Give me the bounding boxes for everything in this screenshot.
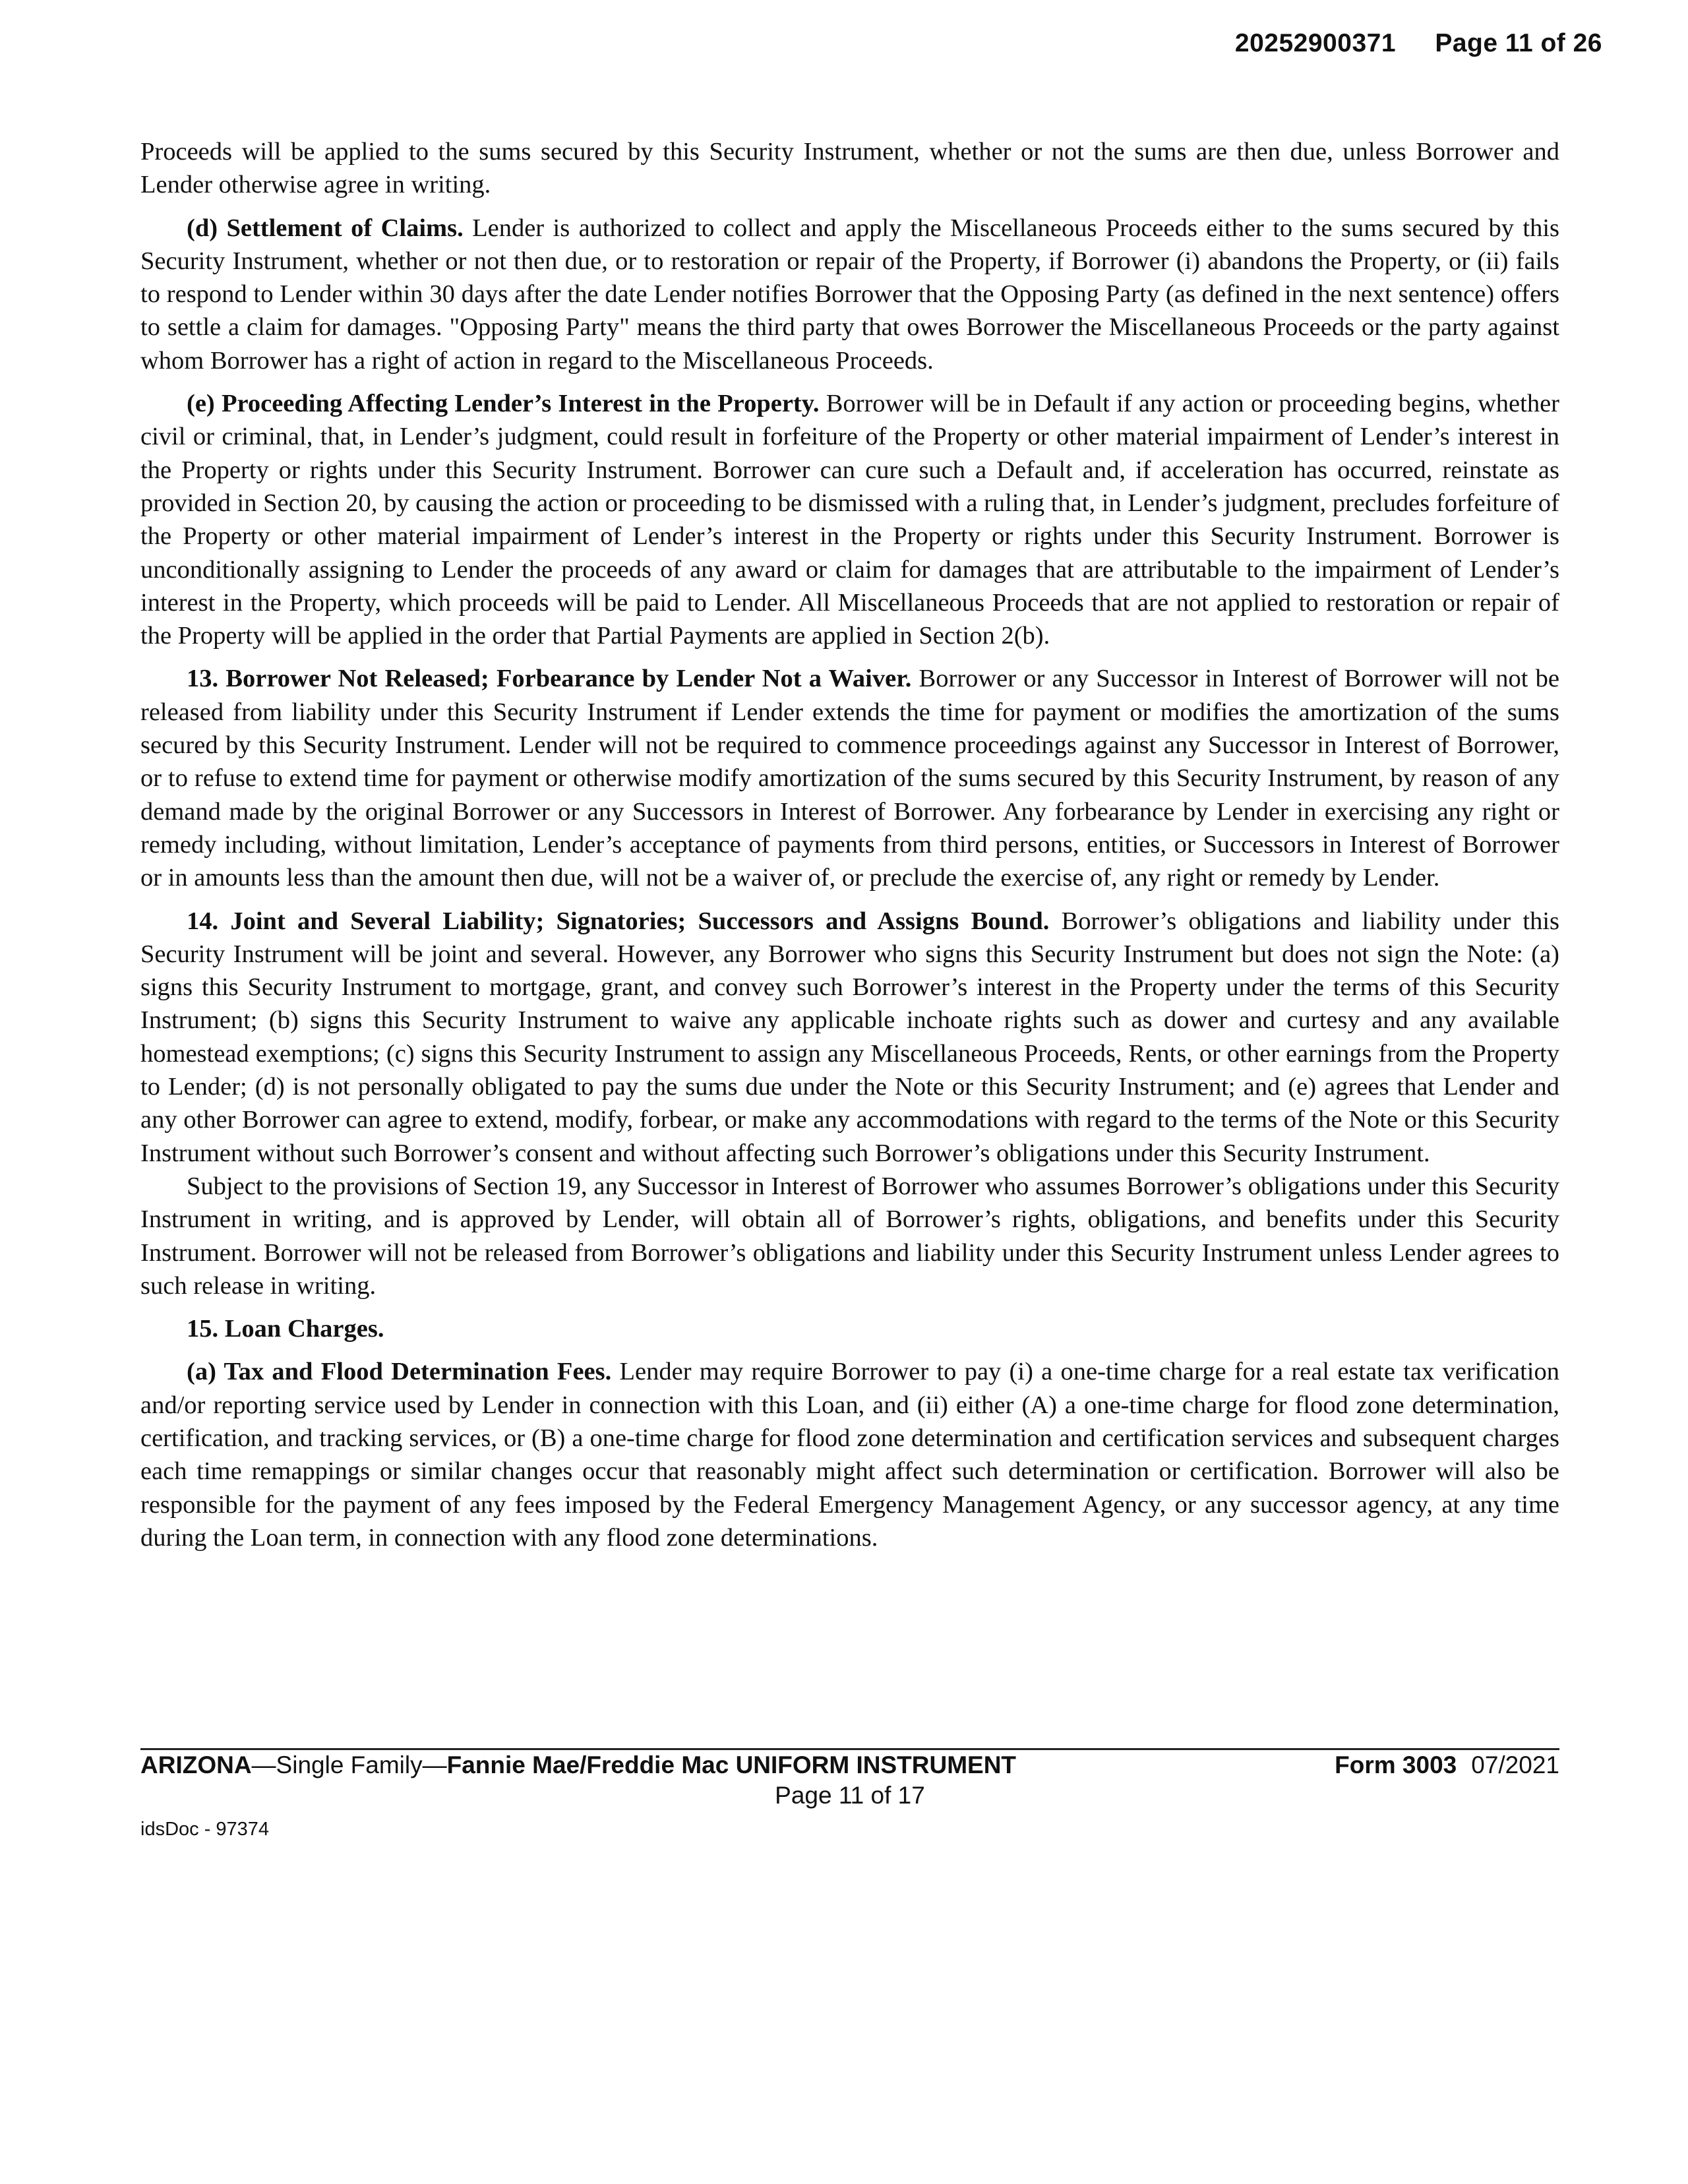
footer-page-number: Page 11 of 17 — [775, 1782, 925, 1809]
recording-header — [1235, 29, 1602, 58]
footer-property-type: —Single Family— — [251, 1751, 447, 1778]
document-body — [140, 135, 1559, 1564]
heading-proceeding-affecting-interest: (e) Proceeding Affecting Lender’s Interest in the Property. — [187, 390, 820, 418]
footer-form-info — [1335, 1751, 1559, 1779]
heading-section-15a: (a) Tax and Flood Determination Fees. — [187, 1358, 612, 1386]
text-section-14: Borrower’s obligations and liability under this Security Instrument will be joint and several. However, any Borrower who signs this Security Instrument but does not sign the Note: (a) signs this Security Instrument to mortgage, grant, and convey such Borrower’s interest in the Property under the terms of this Security Instrument; (b) signs this Security Instrument to waive any applicable inchoate rights such as dower and curtesy and any available homestead exemptions; (c) signs this Security Instrument to assign any Miscellaneous Proceeds, Rents, or other earnings from the Property to Lender; (d) is not personally obligated to pay the sums due under the Note or this Security Instrument; and (e) agrees that Lender and any other Borrower can agree to extend, modify, forbear, or make any accommodations with regard to the terms of the Note or this Security Instrument without such Borrower’s consent and without affecting such Borrower’s obligations under this Security Instrument. — [140, 907, 1560, 1167]
section-14 — [140, 905, 1559, 1170]
heading-section-15: 15. Loan Charges. — [187, 1315, 384, 1343]
footer-doc-id: idsDoc - 97374 — [140, 1819, 270, 1840]
section-15a — [140, 1355, 1559, 1554]
section-15 — [140, 1312, 1559, 1345]
footer-form-title — [140, 1751, 1016, 1779]
text-proceeding-affecting-interest: Borrower will be in Default if any action or proceeding begins, whether civil or criminal, that, in Lender’s judgment, could result in forfeiture of the Property or other material impairment of Lender’s interest in the Property or rights under this Security Instrument. Borrower can cure such a Default and, if acceleration has occurred, reinstate as provided in Section 20, by causing the action or proceeding to be dismissed with a ruling that, in Lender’s judgment, precludes forfeiture of the Property or other material impairment of Lender’s interest in the Property or rights under this Security Instrument. Borrower is unconditionally assigning to Lender the proceeds of any award or claim for damages that are attributable to the impairment of Lender’s interest in the Property, which proceeds will be paid to Lender. All Miscellaneous Proceeds that are not applied to restoration or repair of the Property will be applied in the order that Partial Payments are applied in Section 2(b). — [140, 390, 1559, 650]
footer-divider — [140, 1748, 1559, 1750]
section-13 — [140, 662, 1559, 894]
section-14-continued: Subject to the provisions of Section 19, any Successor in Interest of Borrower who assumes Borrower’s obligations under this Security Instrument in writing, and is approved by Lender, will obtain all of Borrower’s rights, obligations, and benefits under this Security Instrument. Borrower will not be released from Borrower’s obligations and liability under this Security Instrument unless Lender agrees to such release in writing. — [140, 1172, 1559, 1300]
text-section-15a: Lender may require Borrower to pay (i) a one-time charge for a real estate tax verification and/or reporting service used by Lender in connection with this Loan, and (ii) either (A) a one-time charge for flood zone determination, certification, and tracking services, or (B) a one-time charge for flood zone determination and certification services and subsequent charges each time remappings or similar changes occur that reasonably might affect such determination or certification. Borrower will also be responsible for the payment of any fees imposed by the Federal Emergency Management Agency, or any successor agency, at any time during the Loan term, in connection with any flood zone determinations. — [140, 1358, 1559, 1552]
recording-number: 20252900371 — [1234, 29, 1397, 57]
heading-section-13: 13. Borrower Not Released; Forbearance by Lender Not a Waiver. — [187, 665, 912, 693]
paragraph-proceeds-continuation: Proceeds will be applied to the sums secured by this Security Instrument, whether or not the sums are then due, unless Borrower and Lender otherwise agree in writing. — [140, 138, 1559, 199]
footer-form-number: Form 3003 — [1335, 1751, 1457, 1778]
footer-form-date: 07/2021 — [1471, 1751, 1559, 1778]
heading-settlement-of-claims: (d) Settlement of Claims. — [187, 214, 464, 242]
footer-instrument: Fannie Mae/Freddie Mac UNIFORM INSTRUMENT — [446, 1751, 1017, 1778]
paragraph-proceeding-affecting-interest — [140, 387, 1559, 652]
footer-state: ARIZONA — [140, 1751, 252, 1778]
recording-page-number: Page 11 of 26 — [1435, 29, 1602, 57]
text-settlement-of-claims: Lender is authorized to collect and apply the Miscellaneous Proceeds either to the sums secured by this Security Instrument, whether or not then due, or to restoration or repair of the Property, if Borrower (i) abandons the Property, or (ii) fails to respond to Lender within 30 days after the date Lender notifies Borrower that the Opposing Party (as defined in the next sentence) offers to settle a claim for damages. "Opposing Party" means the third party that owes Borrower the Miscellaneous Proceeds or the party against whom Borrower has a right of action in regard to the Miscellaneous Proceeds. — [140, 214, 1559, 375]
text-section-13: Borrower or any Successor in Interest of Borrower will not be released from liability under this Security Instrument if Lender extends the time for payment or modifies the amortization of the sums secured by this Security Instrument. Lender will not be required to commence proceedings against any Successor in Interest of Borrower, or to refuse to extend time for payment or otherwise modify amortization of the sums secured by this Security Instrument, by reason of any demand made by the original Borrower or any Successors in Interest of Borrower. Any forbearance by Lender in exercising any right or remedy including, without limitation, Lender’s acceptance of payments from third persons, entities, or Successors in Interest of Borrower or in amounts less than the amount then due, will not be a waiver of, or preclude the exercise of, any right or remedy by Lender. — [140, 665, 1559, 892]
heading-section-14: 14. Joint and Several Liability; Signatories; Successors and Assigns Bound. — [187, 907, 1050, 935]
paragraph-settlement-of-claims — [140, 212, 1559, 377]
